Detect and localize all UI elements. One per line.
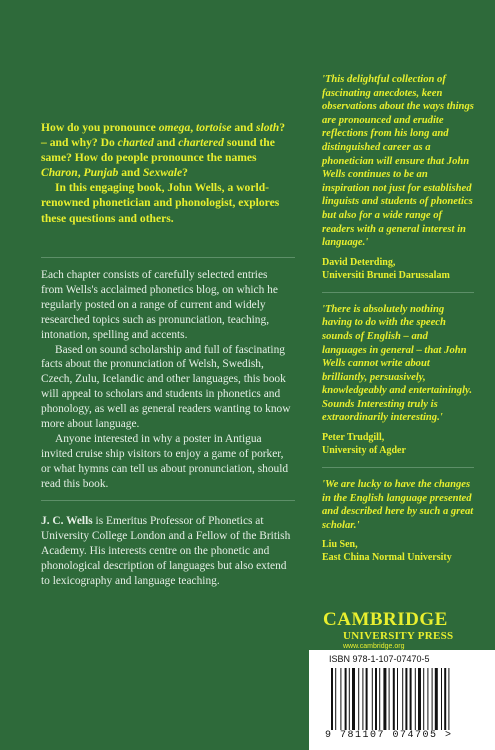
endorsement-attribution: Peter Trudgill, University of Agder (322, 432, 406, 457)
divider (41, 500, 295, 501)
endorsement-attribution: David Deterding, Universiti Brunei Darussalam (322, 256, 450, 281)
divider (322, 292, 474, 293)
divider (322, 467, 474, 468)
description-block (41, 268, 291, 492)
author-name: J. C. Wells (41, 515, 93, 527)
endorsement-quote: 'This delightful collection of fascinating anecdotes, keen observations about the ways things are pronounced and erudite reflections from his long and distinguished career as a phonetician will ensure that John Wells continues to be an inspiration not just for established linguists and students of phonetics but also for a wide range of readers with a general interest in language.' (322, 74, 474, 249)
barcode-bars-icon (329, 668, 481, 730)
description-column (41, 268, 291, 492)
intro-block (41, 120, 291, 226)
intro-summary: In this engaging book, John Wells, a world-renowned phonetician and phonologist, explores these questions and others. (41, 181, 280, 225)
publisher-name: CAMBRIDGE (323, 609, 448, 630)
description-paragraph: Anyone interested in why a poster in Antigua invited cruise ship visitors to enjoy a game of porker, or what hymns can tell us about pronunciation, should read this book. (41, 432, 289, 490)
endorsement-quote: 'There is absolutely nothing having to do with the speech sounds of English – and languages in general – that John Wells cannot write about brilliantly, persuasively, knowledgeably and entertainingly. Sounds Interesting truly is extraordinarily interesting.' (322, 303, 472, 424)
publisher-band (309, 608, 495, 650)
author-column (41, 514, 291, 589)
description-paragraph: Each chapter consists of carefully selected entries from Wells's acclaimed phonetics blog, on which he regularly posted on a range of current and widely researched topics such as pronunciation, teaching, intonation, spelling and accents. (41, 269, 278, 341)
isbn-label: ISBN 978-1-107-07470-5 (329, 654, 430, 664)
intro-questions: How do you pronounce omega, tortoise and sloth? – and why? Do charted and chartered sound the same? How do people pronounce the names Charon, Punjab and Sexwale? (41, 121, 285, 180)
barcode-digits: 9 781107 074705 > (325, 730, 453, 741)
divider (41, 257, 295, 258)
endorsement-attribution: Liu Sen, East China Normal University (322, 539, 452, 564)
publisher-press: UNIVERSITY PRESS (343, 630, 454, 642)
endorsements-column (322, 73, 474, 564)
barcode (317, 650, 489, 746)
left-column (41, 120, 291, 226)
description-paragraph: Based on sound scholarship and full of fascinating facts about the pronunciation of Welsh, Swedish, Czech, Zulu, Icelandic and other languages, this book will appeal to scholars and students in phonetics and phonology, as well as general readers wanting to know more about language. (41, 343, 291, 431)
publisher-url: www.cambridge.org (343, 643, 405, 650)
endorsement-quote: 'We are lucky to have the changes in the English language presented and described here by such a great scholar.' (322, 479, 474, 531)
author-bio: J. C. Wells is Emeritus Professor of Phonetics at University College London and a Fellow of the British Academy. His interests centre on the phonetic and phonological description of languages but also extend to lexicography and language teaching. (41, 515, 291, 587)
